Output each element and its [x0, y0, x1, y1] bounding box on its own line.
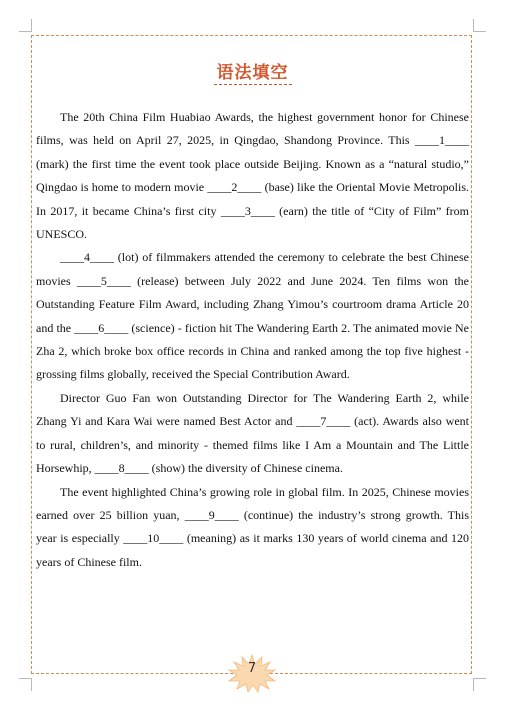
crop-mark-bottom-left	[19, 678, 32, 691]
paragraph-4: The event highlighted China’s growing role in global film. In 2025, Chinese movies earned over 25 billion yuan, ____9____ (continue) the industry’s strong growth. This year is especially ____10____ (meaning) as it marks 130 years of world cinema and 120 years of Chinese film.	[36, 484, 469, 569]
page-title	[0, 58, 505, 83]
page-number: 7	[247, 661, 257, 676]
page-title-text: 语法填空	[214, 63, 292, 85]
passage	[36, 106, 469, 574]
paragraph-1: The 20th China Film Huabiao Awards, the highest government honor for Chinese films, was held on April 27, 2025, in Qingdao, Shandong Province. This ____1____ (mark) the first time the event took place outside Beijing. Known as a “natural studio,” Qingdao is home to modern movie ____2____ (base) like the Oriental Movie Metropolis. In 2017, it became China’s first city ____3____ (earn) the title of “City of Film” from UNESCO.	[36, 110, 469, 242]
crop-mark-top-left	[19, 19, 32, 32]
paragraph-3: Director Guo Fan won Outstanding Director for The Wandering Earth 2, while Zhang Yi and Kara Wai were named Best Actor and ____7____ (act). Awards also went to rural, children’s, and minority - themed films like I Am a Mountain and The Little Horsewhip, ____8____ (show) the diversity of Chinese cinema.	[36, 390, 469, 476]
crop-mark-bottom-right	[473, 678, 486, 691]
paragraph-2: ____4____ (lot) of filmmakers attended the ceremony to celebrate the best Chinese movies ____5____ (release) between July 2022 and June 2024. Ten films won the Outstanding Feature Film Award, including Zhang Yimou’s courtroom drama Article 20 and the ____6____ (science) - fiction hit The Wandering Earth 2. The animated movie Ne Zha 2, which broke box office records in China and ranked among the top five highest - grossing films globally, received the Special Contribution Award.	[36, 250, 469, 382]
crop-mark-top-right	[473, 19, 486, 32]
